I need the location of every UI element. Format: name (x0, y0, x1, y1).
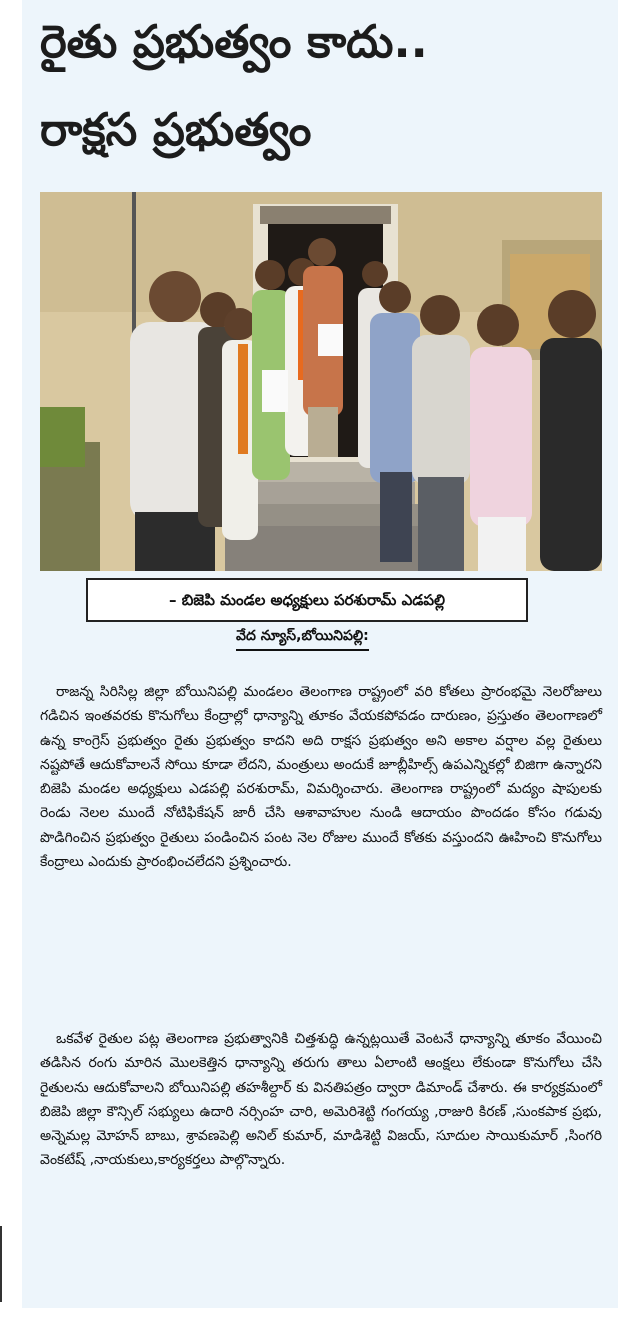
headline-line-2: రాక్షస ప్రభుత్వం (40, 103, 312, 156)
body-paragraph-2: ఒకవేళ రైతుల పట్ల తెలంగాణ ప్రభుత్వానికి చిత్తశుద్ధి ఉన్నట్లయితే వెంటనే ధాన్యాన్ని తూకం వేయించి తడిసిన రంగు మారిన మొలకెత్తిన ధాన్యాన్ని తరుగు తాలు ఏలాంటి ఆంక్షలు లేకుండా కొనుగోలు చేసి రైతులను ఆదుకోవాలని బోయినిపల్లి తహశీల్దార్ కు వినతిపత్రం ద్వారా డిమాండ్ చేశారు. ఈ కార్యక్రమంలో బిజెపి జిల్లా కౌన్సిల్ సభ్యులు ఉదారి నర్సింహ చారి, అమెరిశెట్టి గంగయ్య ,రాజురి కిరణ్ ,సుంకపాక ప్రభు, అన్నెమల్ల మోహన్ బాబు, శ్రావణపెల్లి అనిల్ కుమార్, మాడిశెట్టి విజయ్, సూదుల సాయికుమార్ ,సింగరి వెంకటేష్ ,నాయకులు,కార్యకర్తలు పాల్గొన్నారు. (40, 1031, 602, 1169)
person-9 (412, 295, 470, 571)
left-edge-line (0, 1226, 2, 1302)
news-photo (40, 192, 602, 571)
headline-line-1: రైతు ప్రభుత్వం కాదు.. (40, 15, 428, 68)
dateline: వేద న్యూస్,బోయినిపల్లి: (236, 628, 369, 651)
paper-1 (318, 324, 343, 356)
body-paragraph-1: రాజన్న సిరిసిల్ల జిల్లా బోయినిపల్లి మండలం తెలంగాణ రాష్ట్రంలో వరి కోతలు ప్రారంభమై నెలరోజులు గడిచిన ఇంతవరకు కొనుగోలు కేంద్రాల్లో ధాన్యాన్ని తూకం వేయకపోవడం దారుణం, ప్రస్తుతం తెలంగాణలో ఉన్న కాంగ్రెస్ ప్రభుత్వం రైతు ప్రభుత్వం కాదని అది రాక్షస ప్రభుత్వం అని అకాల వర్షాల వల్ల రైతులు నష్టపోతే ఆదుకోవాలనే సోయి కూడా లేదని, మంత్రులు అందుకే జూబ్లీహిల్స్ ఉపఎన్నికల్లో బిజిగా ఉన్నారని బిజెపి మండల అధ్యక్షులు ఎడపల్లి పరశురామ్, విమర్శించారు. తెలంగాణ రాష్ట్రంలో మద్యం షాపులకు రెండు నెలల ముందే నోటిఫికేషన్ జారీ చేసి ఆశావాహుల నుండి ఆదాయం పొందడం కోసం గడువు పొడిగించిన ప్రభుత్వం రైతులు పండించిన పంట నెల రోజుల ముందే కోతకు వస్తుందని ఊహించి కొనుగోలు కేంద్రాలు ఎందుకు ప్రారంభించలేదని ప్రశ్నించారు. (40, 684, 602, 871)
door-valance (260, 206, 391, 224)
grass (40, 407, 85, 467)
paper-2 (262, 370, 288, 412)
photo-caption: – బిజెపి మండల అధ్యక్షులు పరశురామ్ ఎడపల్లి (86, 578, 528, 622)
